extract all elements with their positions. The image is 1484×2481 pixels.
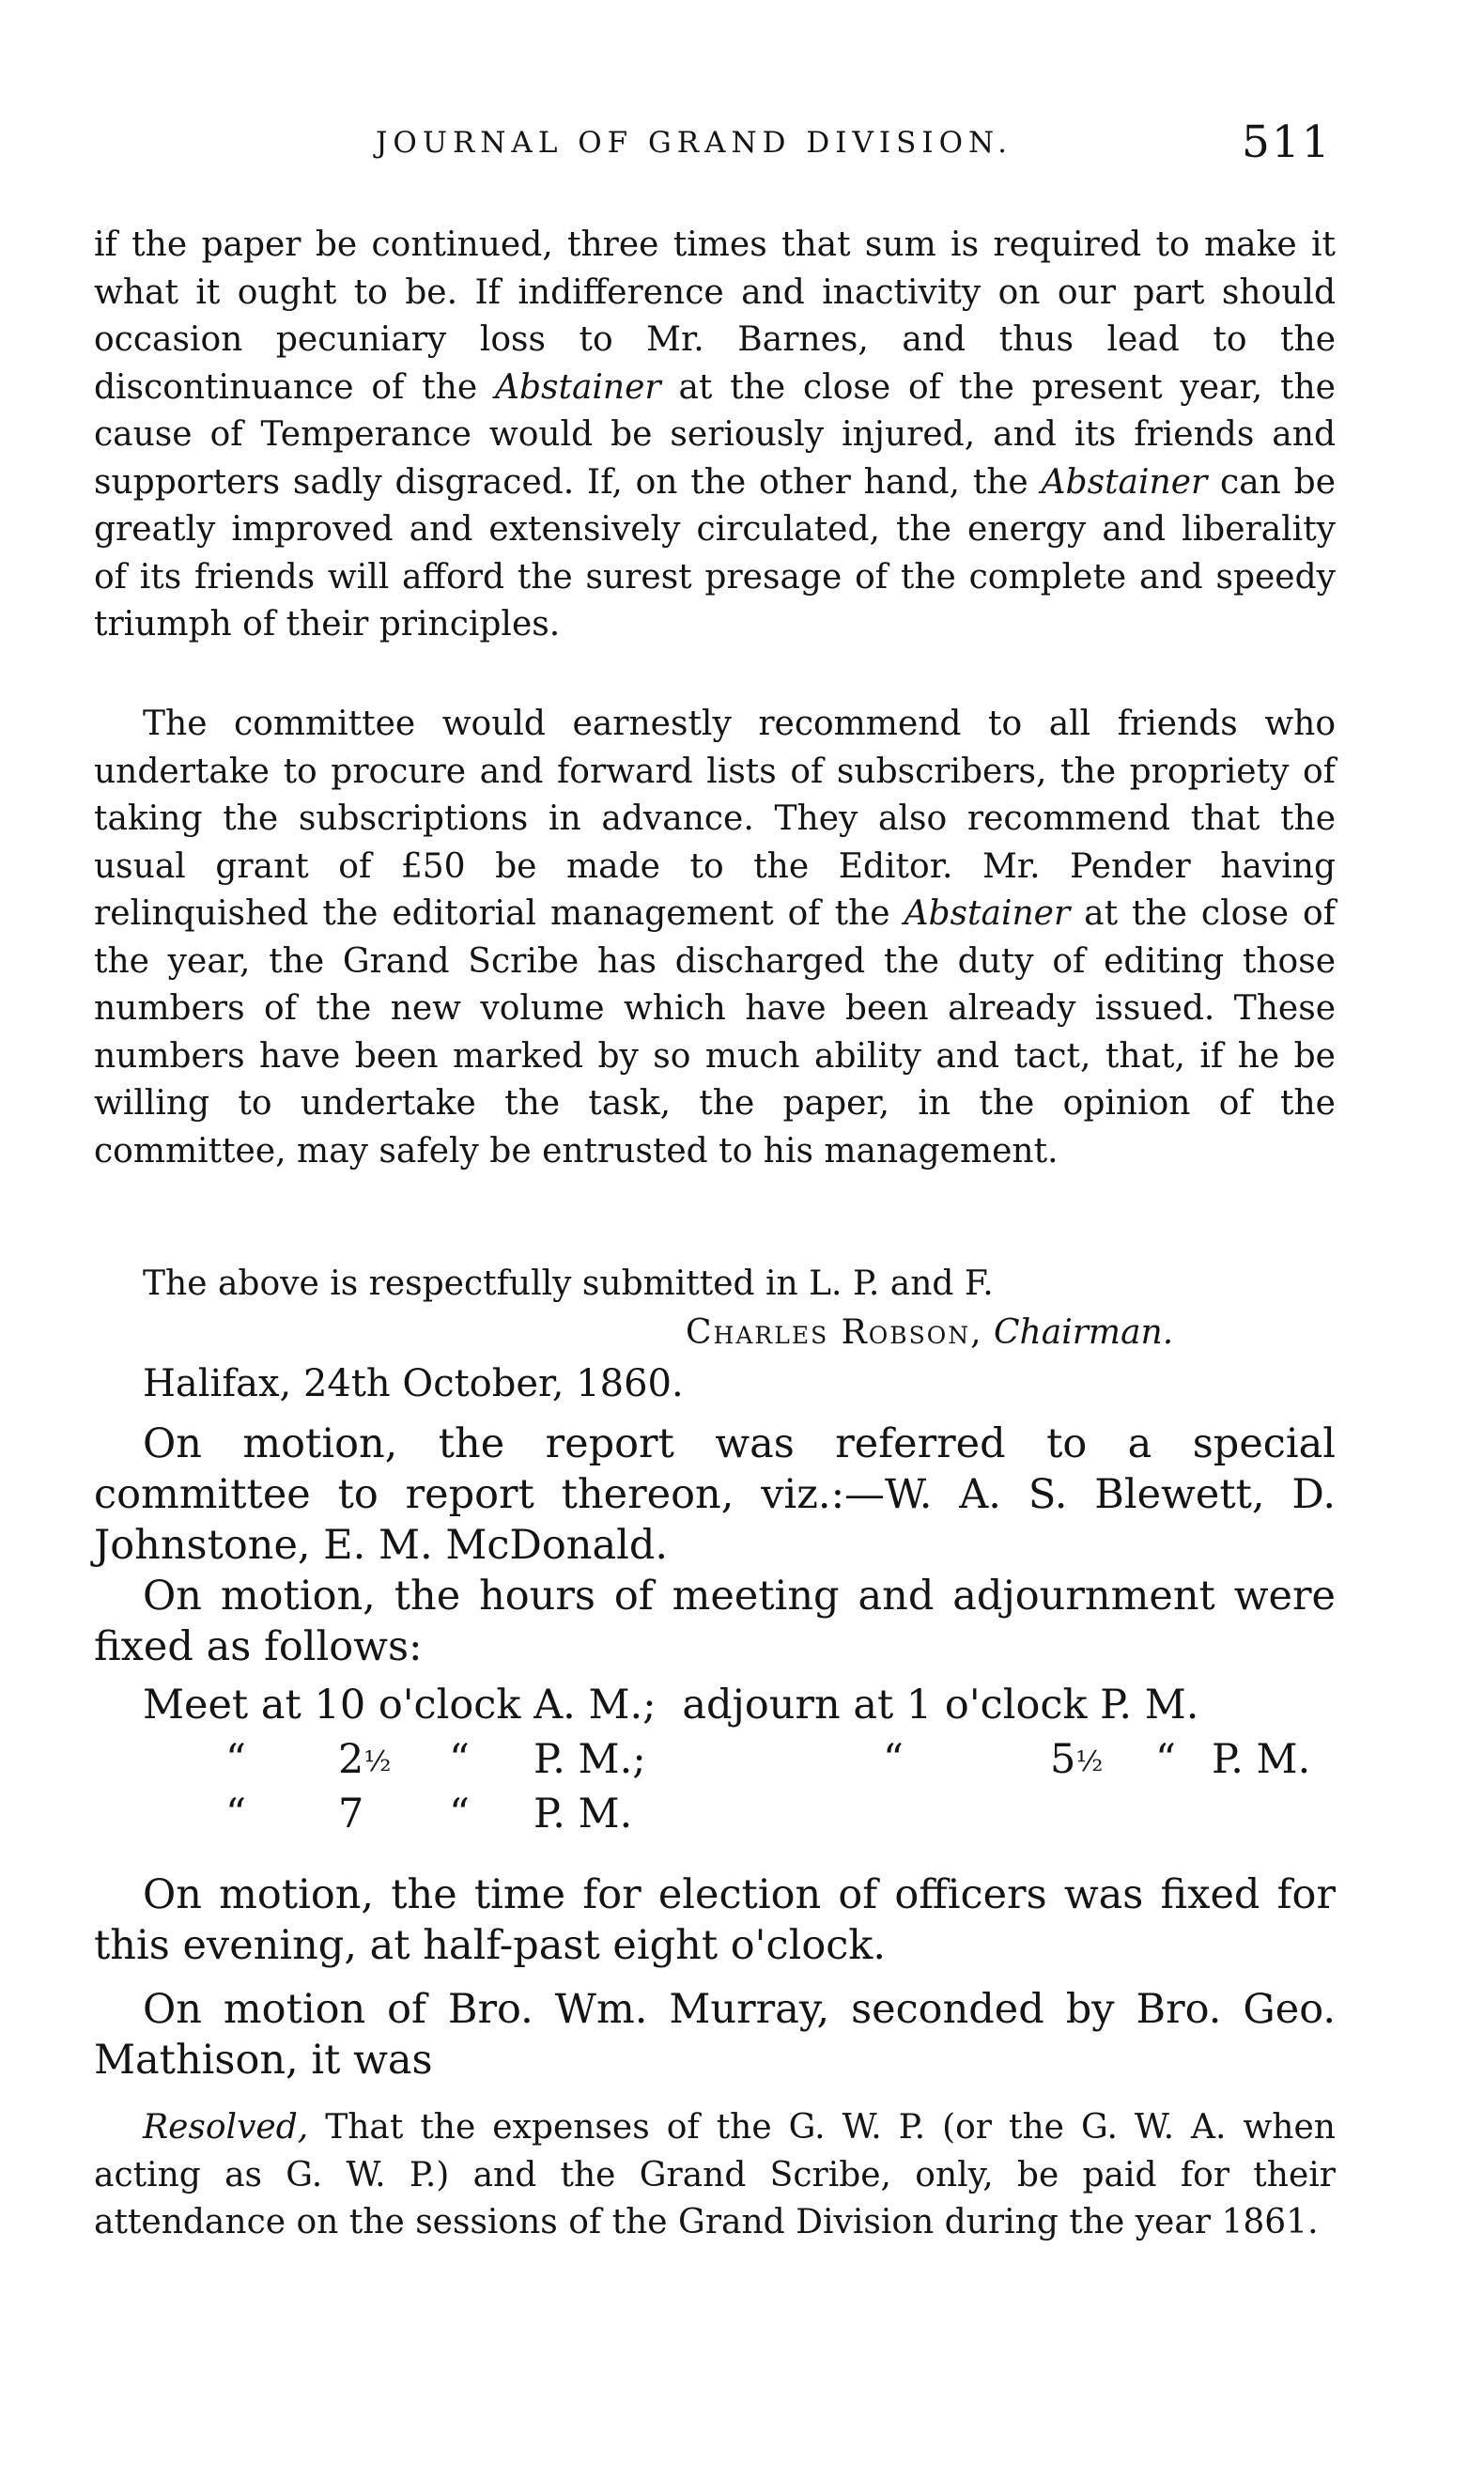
ditto-mark: “ bbox=[449, 1791, 470, 1837]
p2-text-2: at the close of the year, the Grand Scribe has discharged the duty of editing those numbers of the new volume which have been already issued. These numbers have been marked by so much ability and tact, that, if he be willing to undertake the task, the paper, in the opinion of the committee, may safely be entrusted to his management. bbox=[94, 894, 1336, 1171]
ditto-mark: “ bbox=[883, 1736, 904, 1783]
p1-text-3: can be greatly improved and extensively circulated, the energy and liberality of its friends will afford the surest presage of the complete and speedy triumph of their principles. bbox=[94, 462, 1336, 644]
running-head bbox=[0, 116, 1484, 173]
p2-abstainer: Abstainer bbox=[904, 894, 1071, 933]
schedule-adjourn: adjourn at 1 o'clock P. M. bbox=[682, 1682, 1199, 1729]
schedule-row-1 bbox=[143, 1682, 1198, 1729]
motion-hours-paragraph: On motion, the hours of meeting and adjournment were fixed as follows: bbox=[94, 1573, 1336, 1670]
p2-text-1: The committee would earnestly recommend to all friends who undertake to procure and forward lists of subscribers, the propriety of taking the subscriptions in advance. They also recommend that the usual grant of £50 be made to the Editor. Mr. Pender having relinquished the editorial management of the bbox=[94, 705, 1336, 933]
resolution-paragraph bbox=[94, 2104, 1336, 2247]
resolution-text: That the expenses of the G. W. P. (or the G. W. A. when acting as G. W. P.) and the Grand Scribe, only, be paid for their attendance on the sessions of the Grand Division during the year 1861. bbox=[94, 2108, 1336, 2241]
signature bbox=[686, 1313, 1173, 1352]
schedule-ampm: P. M. bbox=[533, 1791, 633, 1837]
motion-report-paragraph: On motion, the report was referred to a special committee to report thereon, viz.:—W. A. S. Blewett, D. Johnstone, E. M. McDonald. bbox=[94, 1420, 1336, 1569]
schedule-time-evening bbox=[1050, 1736, 1103, 1783]
schedule-time-night: 7 bbox=[338, 1791, 364, 1837]
p1-text-1: if the paper be continued, three times that sum is required to make it what it ought to be. If indifference and inactivity on our part should occasion pecuniary loss to Mr. Barnes, and thus lead to the discontinuance of the bbox=[94, 225, 1336, 407]
resolved-word: Resolved, bbox=[143, 2108, 309, 2147]
signature-name: Charles Robson, bbox=[686, 1313, 983, 1352]
ditto-mark: “ bbox=[225, 1736, 246, 1783]
paragraph-abstainer-finances bbox=[94, 222, 1336, 649]
time-fraction: ½ bbox=[1075, 1745, 1104, 1778]
ditto-mark: “ bbox=[1155, 1736, 1176, 1783]
time-digit: 2 bbox=[338, 1736, 364, 1783]
p1-text-2: at the close of the present year, the cause of Temperance would be seriously injured, and its friends and supporters sadly disgraced. If, on the other hand, the bbox=[94, 367, 1336, 502]
schedule-ampm: P. M. bbox=[1212, 1736, 1311, 1783]
page-number: 511 bbox=[1242, 116, 1332, 168]
time-fraction: ½ bbox=[363, 1745, 392, 1778]
ditto-mark: “ bbox=[225, 1791, 246, 1837]
ditto-mark: “ bbox=[449, 1736, 470, 1783]
motion-murray-paragraph: On motion of Bro. Wm. Murray, seconded by Bro. Geo. Mathison, it was bbox=[94, 1986, 1336, 2084]
submitted-line: The above is respectfully submitted in L. P. and F. bbox=[143, 1264, 994, 1303]
schedule-meet: Meet at 10 o'clock A. M.; bbox=[143, 1682, 657, 1729]
p1-abstainer-2: Abstainer bbox=[1041, 462, 1208, 502]
running-title: JOURNAL OF GRAND DIVISION. bbox=[376, 126, 1013, 160]
schedule-ampm: P. M.; bbox=[533, 1736, 646, 1783]
time-digit: 5 bbox=[1050, 1736, 1076, 1783]
date-line: Halifax, 24th October, 1860. bbox=[143, 1362, 684, 1405]
schedule-time-afternoon bbox=[338, 1736, 391, 1783]
p1-abstainer-1: Abstainer bbox=[494, 367, 661, 407]
paragraph-committee-recommendation bbox=[94, 701, 1336, 1175]
signature-title: Chairman. bbox=[994, 1313, 1174, 1352]
motion-election-paragraph: On motion, the time for election of officers was fixed for this evening, at half-past eight o'clock. bbox=[94, 1871, 1336, 1969]
